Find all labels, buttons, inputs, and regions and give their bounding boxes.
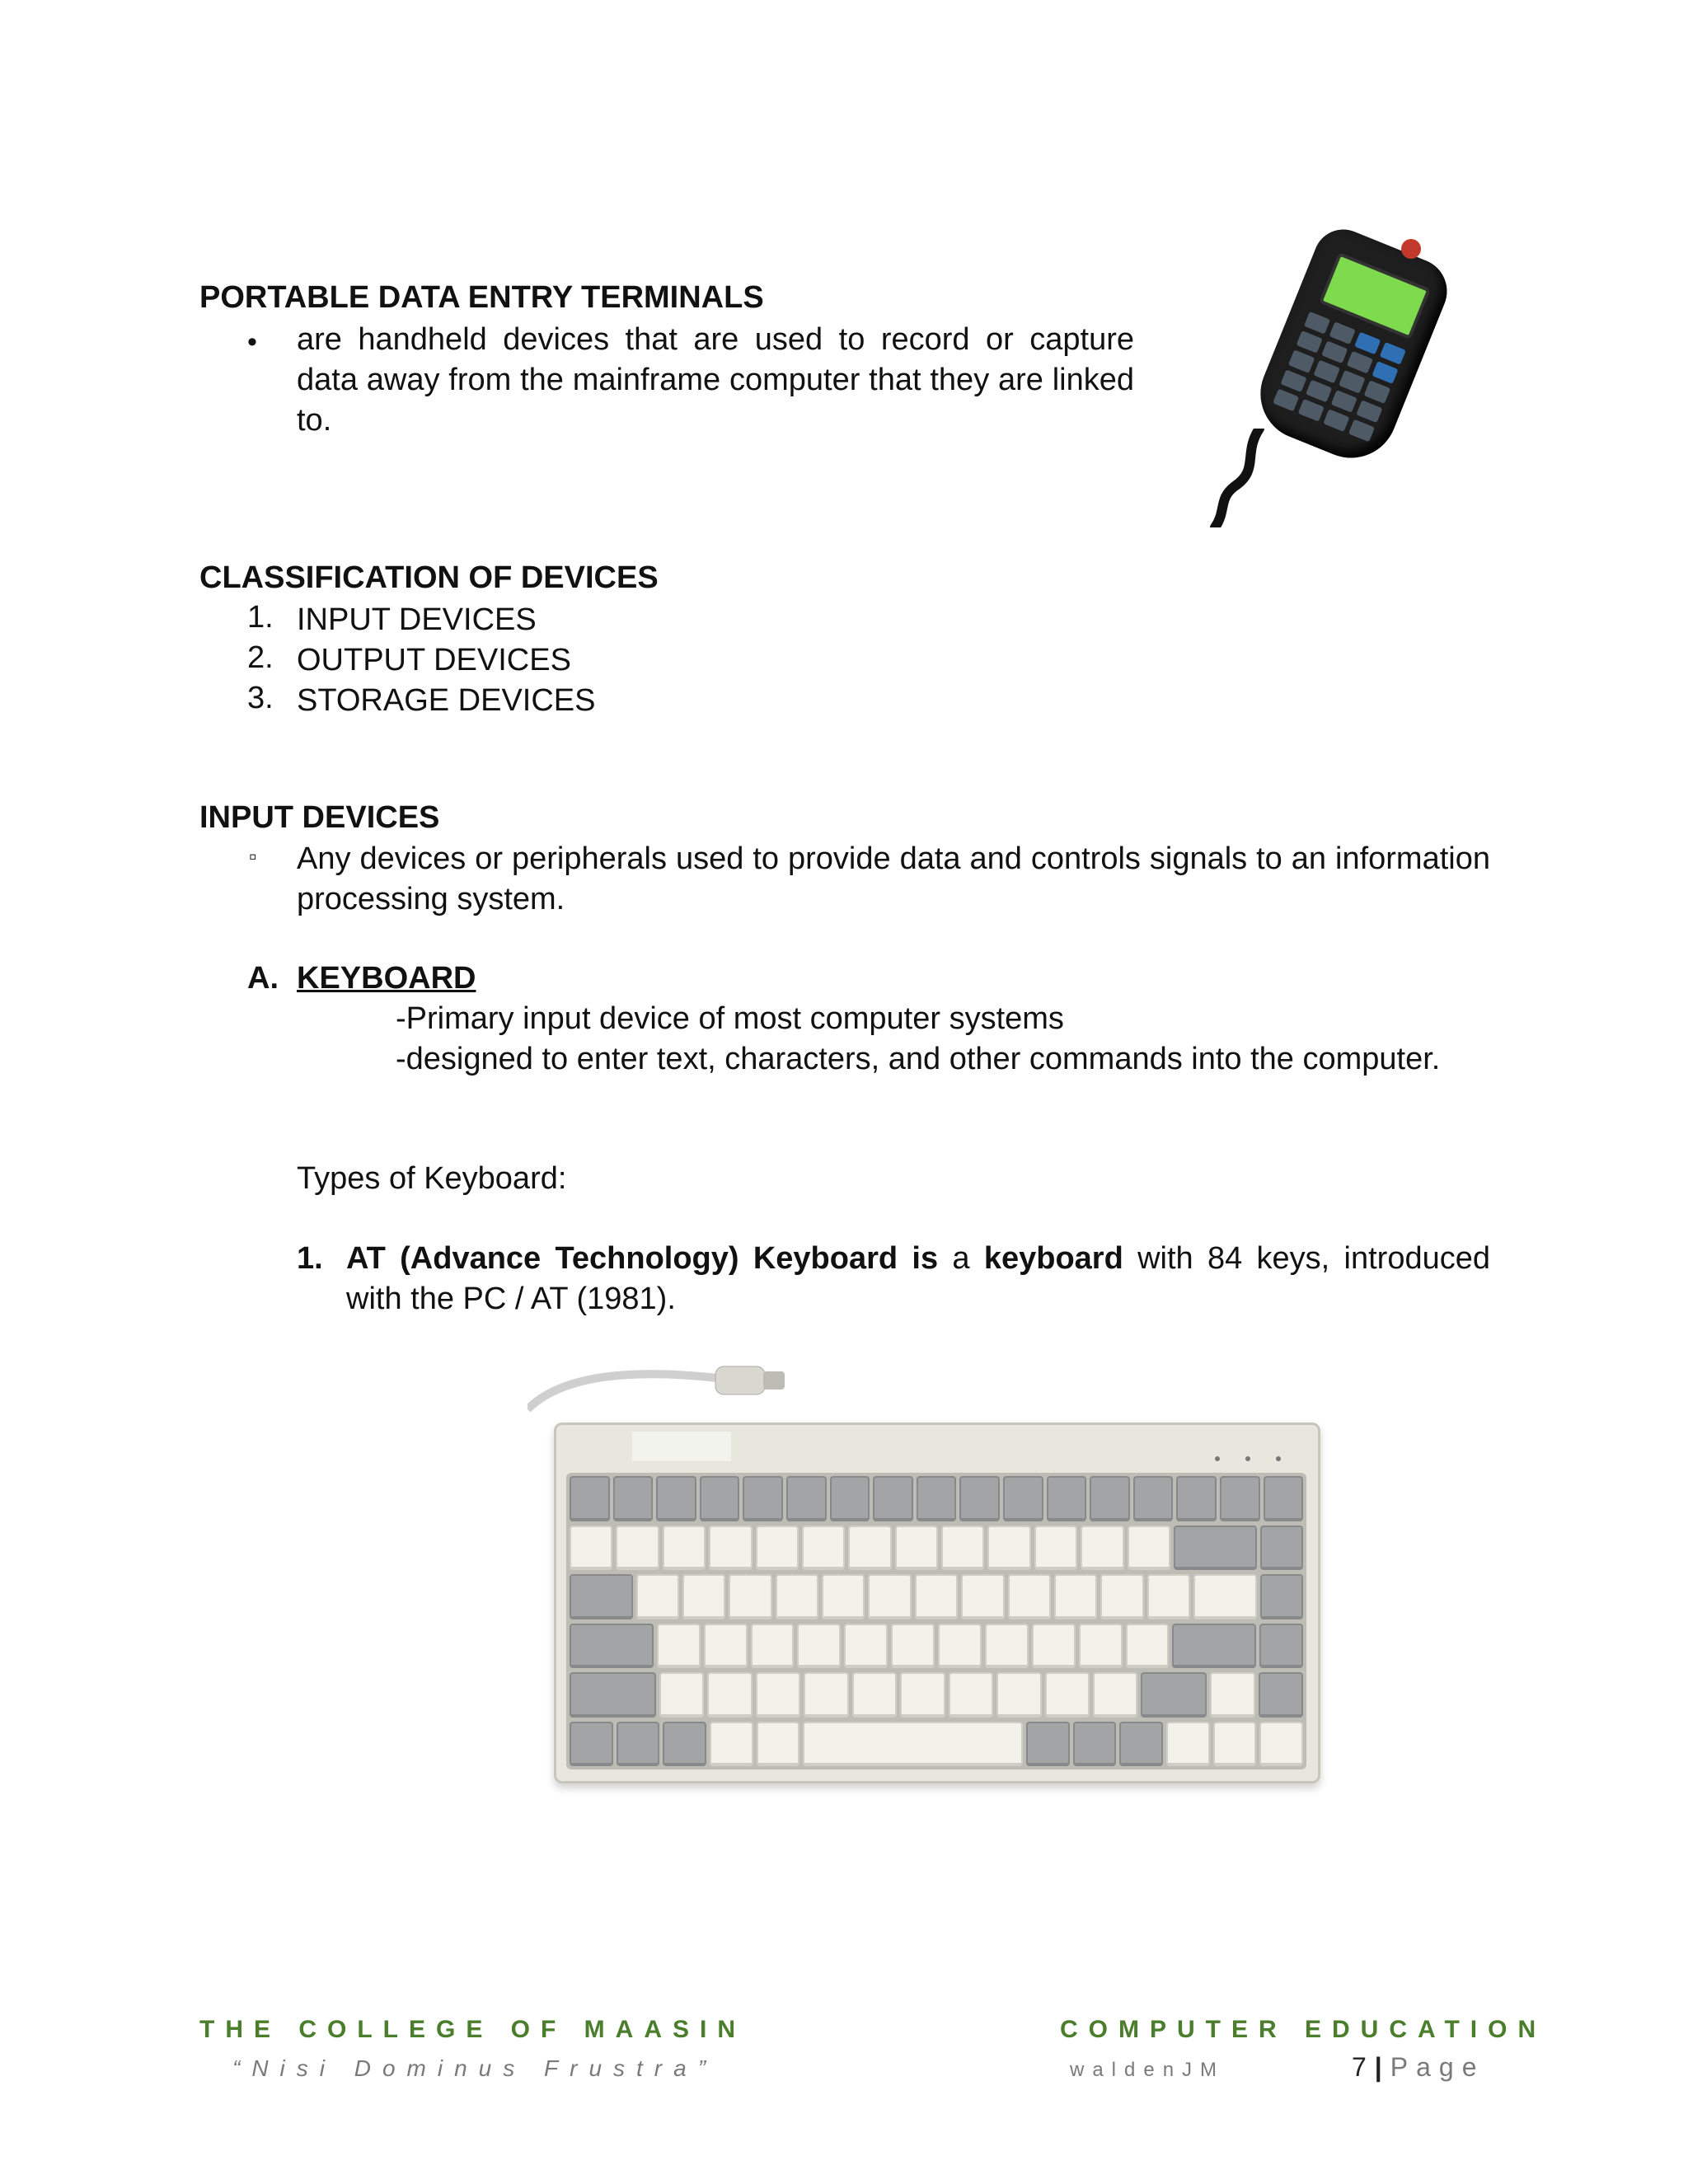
types-of-keyboard-label: Types of Keyboard: bbox=[297, 1161, 567, 1196]
type-1-description bbox=[346, 1239, 1490, 1319]
footer-author: waldenJM bbox=[1070, 2059, 1226, 2081]
keyboard-line-2: -designed to enter text, characters, and other commands into the computer. bbox=[396, 1042, 1441, 1076]
keyboard-keys bbox=[566, 1473, 1306, 1769]
type-1-text: a bbox=[938, 1241, 984, 1276]
list-item-input-devices: INPUT DEVICES bbox=[297, 602, 537, 637]
list-item-number: 2. bbox=[247, 640, 274, 675]
keyboard-chassis bbox=[554, 1422, 1320, 1783]
keyboard-line-1: -Primary input device of most computer systems bbox=[396, 1001, 1064, 1036]
type-1-text-rest: with 84 keys, introduced with the PC / AT (1981). bbox=[346, 1241, 1490, 1316]
heading-classification: CLASSIFICATION OF DEVICES bbox=[199, 560, 659, 595]
page-word: Page bbox=[1390, 2052, 1485, 2082]
terminal-emergency-button bbox=[1401, 239, 1421, 259]
heading-input-devices: INPUT DEVICES bbox=[199, 800, 440, 835]
keyboard-title: KEYBOARD bbox=[297, 961, 476, 996]
input-devices-description: Any devices or peripherals used to provide data and controls signals to an information processing system. bbox=[297, 841, 1490, 916]
footer-college-name: THE COLLEGE OF MAASIN bbox=[199, 2016, 746, 2043]
portable-description: are handheld devices that are used to record or capture data away from the mainframe computer that they are linked to. bbox=[297, 322, 1134, 438]
page-number: 7 bbox=[1352, 2052, 1367, 2082]
terminal-body bbox=[1246, 221, 1456, 472]
list-item-number: 3. bbox=[247, 681, 274, 715]
bullet-icon: • bbox=[247, 326, 257, 358]
list-item-number: 1. bbox=[247, 600, 274, 635]
type-1-bold-keyboard: keyboard bbox=[983, 1241, 1123, 1276]
type-1-bold-name: AT (Advance Technology) Keyboard is bbox=[346, 1241, 939, 1276]
terminal-keypad bbox=[1273, 312, 1406, 442]
keyboard-label-patch bbox=[632, 1432, 731, 1461]
list-item-output-devices: OUTPUT DEVICES bbox=[297, 643, 571, 677]
footer-motto: “Nisi Dominus Frustra” bbox=[232, 2055, 718, 2081]
footer-page-indicator bbox=[1352, 2052, 1484, 2083]
page-separator: | bbox=[1374, 2052, 1382, 2082]
type-1-number: 1. bbox=[297, 1241, 323, 1276]
list-item-storage-devices: STORAGE DEVICES bbox=[297, 683, 596, 718]
terminal-cord bbox=[1210, 429, 1268, 527]
footer-department: COMPUTER EDUCATION bbox=[1060, 2016, 1547, 2043]
keyboard-letter: A. bbox=[247, 961, 279, 996]
heading-portable: PORTABLE DATA ENTRY TERMINALS bbox=[199, 280, 764, 315]
square-bullet-icon: ▫ bbox=[249, 844, 257, 869]
keyboard-indicator-leds bbox=[1203, 1433, 1293, 1466]
